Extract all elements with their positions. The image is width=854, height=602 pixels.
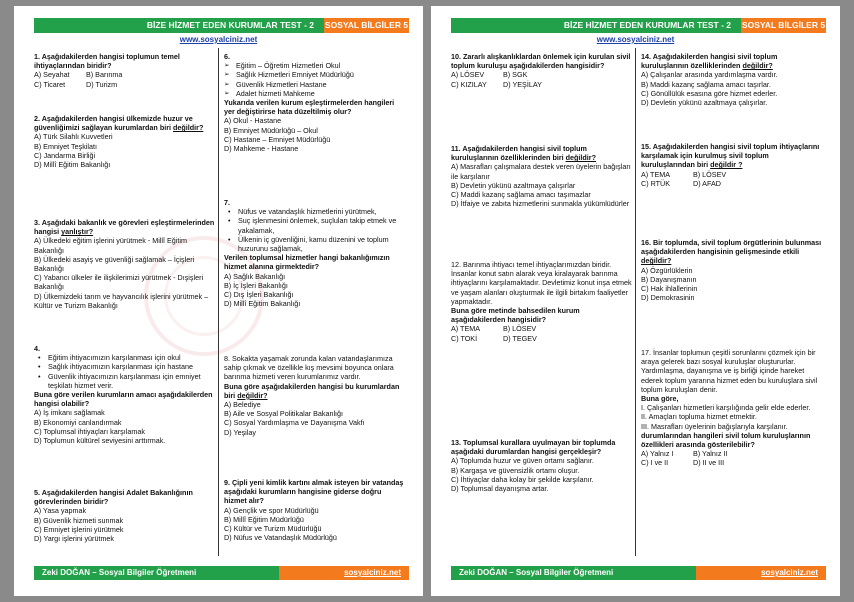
match-list [224, 61, 406, 98]
option-b[interactable]: B) Devletin yükünü azaltmaya çalışırlar [451, 180, 576, 190]
question-text: 12. Barınma ihtiyacı temel ihtiyaçlarımızdan biridir. İnsanlar konut satın alarak veya kiralayarak barınma ihtiyaçlarını karşılamaktadır. Devletimiz konut inşa etmek ve yaşam alanları oluşturmak ile ilgili birtakım faaliyetler yapmaktadır. [451, 260, 632, 306]
statement-item: • Eğitim ihtiyacımızın karşılanması için okul [34, 353, 216, 362]
question-text: 14. Aşağıdakilerden hangisi sivil toplum kuruluşlarının özelliklerinden [641, 52, 778, 71]
question-8 [224, 354, 406, 437]
option-d[interactable]: D) Toplumun kültürel seviyesini arttırmak. [34, 436, 166, 446]
option-a[interactable]: A) Toplumda huzur ve güven ortamı sağlanır. [451, 456, 594, 466]
option-c[interactable]: C) Hastane – Emniyet Müdürlüğü [224, 134, 331, 144]
negative-word: değildir? [565, 153, 596, 163]
option-a[interactable]: A) Çalışanlar arasında yardımlaşma vardır. [641, 70, 778, 80]
option-a[interactable]: A) Sağlık Bakanlığı [224, 271, 286, 281]
statement-item: • Ülkenin iç güvenliğini, kamu düzenini ve toplum huzurunu sağlamak, [224, 235, 406, 253]
question-text: 3. Aşağıdaki bakanlık ve görevleri eşleştirmelerinden hangisi [34, 218, 215, 237]
subject-label: SOSYAL BİLGİLER 5 [741, 18, 826, 33]
option-b[interactable]: B) Maddi kazanç sağlama amacı taşırlar. [641, 79, 771, 89]
option-c[interactable]: C) Emniyet işlerini yürütmek [34, 524, 124, 534]
negative-word: değildir? [237, 390, 268, 400]
footer-website-link[interactable]: sosyalciniz.net [696, 566, 826, 580]
option-d[interactable]: D) Yeşilay [224, 427, 256, 437]
option-c[interactable]: C) I ve II [641, 458, 669, 468]
match-item: ➢ Güvenlik Hizmetleri Hastane [224, 80, 406, 89]
question-text: 8. Sokakta yaşamak zorunda kalan vatandaşlarımıza sahip çıkmak ve özellikle kış mevsimi boyunca onlara barınma hizmeti veren kurumlarımız vardır. [224, 354, 394, 382]
option-a[interactable]: A) İş imkanı sağlamak [34, 408, 105, 418]
negative-word: değildir ? [710, 160, 743, 170]
option-d[interactable]: D) Demokrasinin [641, 293, 695, 303]
subject-label: SOSYAL BİLGİLER 5 [324, 18, 409, 33]
option-d[interactable]: D) II ve III [693, 458, 725, 468]
option-c[interactable]: C) TOKİ [451, 333, 478, 343]
option-c[interactable]: C) RTÜK [641, 178, 671, 188]
question-5 [34, 488, 216, 543]
question-text: 16. Bir toplumda, sivil toplum örgütlerinin bulunması aşağıdakilerden hangisinin gelişmesinde etkili [641, 238, 822, 257]
option-a[interactable]: A) Belediye [224, 400, 261, 410]
option-a[interactable]: A) Seyahat [34, 70, 70, 80]
match-item: ➢ Sağlık Hizmetleri Emniyet Müdürlüğü [224, 70, 406, 79]
option-c[interactable]: C) Sosyal Yardımlaşma ve Dayanışma Vakfı [224, 418, 365, 428]
option-b[interactable]: B) Kargaşa ve güvensizlik ortamı oluşur. [451, 465, 580, 475]
statement-item: II. Amaçları topluma hizmet etmektir. [641, 412, 757, 422]
question-13 [451, 438, 633, 493]
statement-list [34, 353, 216, 390]
option-c[interactable]: C) Jandarma Birliği [34, 150, 96, 160]
website-link[interactable]: www.sosyalciniz.net [179, 35, 258, 44]
question-text: 15. Aşağıdakilerden hangisi sivil toplum ihtiyaçlarını karşılamak için kurulmuş sivil toplum kuruluşlarından biri [641, 142, 820, 170]
statement-item: III. Masrafları üyelerinin bağışlarıyla karşılanır. [641, 421, 788, 431]
question-text: 11. Aşağıdakilerden hangisi sivil toplum kuruluşlarının özelliklerinden biri [451, 144, 587, 163]
question-number: 7. [224, 198, 230, 207]
option-b[interactable]: B) İç İşleri Bakanlığı [224, 280, 288, 290]
option-b[interactable]: B) Emniyet Müdürlüğü – Okul [224, 125, 318, 135]
option-c[interactable]: C) KIZILAY [451, 79, 487, 89]
negative-word: yanlıştır? [61, 227, 94, 237]
option-b[interactable]: B) LÖSEV [693, 169, 727, 179]
question-11 [451, 144, 633, 208]
match-item: ➢ Eğitim – Öğretim Hizmetleri Okul [224, 61, 406, 70]
question-6 [224, 52, 406, 153]
page-left [14, 6, 423, 596]
question-lead: Buna göre, [641, 394, 679, 404]
statement-item: • Güvenlik ihtiyacımızın karşılanması için emniyet teşkilatı hizmet verir. [34, 372, 216, 390]
option-a[interactable]: A) Yasa yapmak [34, 506, 87, 516]
option-a[interactable]: A) Gençlik ve spor Müdürlüğü [224, 505, 319, 515]
question-text: Buna göre verilen kurumların amacı aşağıdakilerden hangisi olabilir? [34, 390, 213, 409]
statement-item: I. Çalışanları hizmetleri karşılığında gelir elde ederler. [641, 403, 811, 413]
option-b[interactable]: B) Emniyet Teşkilatı [34, 141, 97, 151]
option-c[interactable]: C) Toplumsal ihtiyaçları karşılamak [34, 426, 145, 436]
page-footer [451, 566, 826, 580]
question-prompt: durumlarından hangileri sivil tolum kuruluşlarının özellikleri arasında gösterilebilir? [641, 430, 811, 450]
option-d[interactable]: D) Millî Eğitim Bakanlığı [34, 160, 111, 170]
question-prompt: Buna göre aşağıdakilerden hangisi bu kurumlardan biri [224, 381, 400, 400]
negative-word: değildir? [173, 123, 204, 133]
author-label: Zeki DOĞAN – Sosyal Bilgiler Öğretmeni [451, 566, 696, 580]
question-text: 13. Toplumsal kurallara uyulmayan bir toplumda aşağıdaki durumlardan hangisi gerçekleşir? [451, 438, 616, 457]
question-1 [34, 52, 216, 89]
negative-word: değildir? [641, 256, 672, 266]
option-d[interactable]: D) Ülkemizdeki tarım ve hayvancılık işlerini yürütmek – Kültür ve Turizm Bakanlığı [34, 291, 209, 310]
question-text: 17. İnsanlar toplumun çeşitli sorunlarını çözmek için bir araya gelerek bazı sosyal kuruluşlar oluştururlar. Yardımlaşma, dayanışma ve iş birliği içinde hareket ederek toplum yararına hizmet eden bu kuruluşlara sivil toplum kuruluşları denir. [641, 348, 818, 394]
option-c[interactable]: C) Hak ihlallerinin [641, 284, 698, 294]
option-b[interactable]: B) Ülkedeki asayiş ve güvenliği sağlamak – İçişleri Bakanlığı [34, 254, 195, 274]
option-a[interactable]: A) Türk Silahlı Kuvvetleri [34, 132, 113, 142]
option-b[interactable]: B) Barınma [86, 70, 123, 80]
option-c[interactable]: C) Kültür ve Turizm Müdürlüğü [224, 524, 322, 534]
question-9 [224, 478, 406, 542]
option-d[interactable]: D) Yargı işlerini yürütmek [34, 534, 115, 544]
option-c[interactable]: C) Ticaret [34, 79, 66, 89]
match-item: ➢ Adalet hizmeti Mahkeme [224, 89, 406, 98]
option-b[interactable]: B) SGK [503, 70, 528, 80]
option-b[interactable]: B) Güvenlik hizmeti sunmak [34, 515, 124, 525]
page-footer [34, 566, 409, 580]
option-a[interactable]: A) TEMA [641, 169, 671, 179]
page-header [451, 18, 826, 33]
test-title: BİZE HİZMET EDEN KURUMLAR TEST - 2 [451, 18, 741, 33]
question-number: 6. [224, 52, 230, 61]
option-b[interactable]: B) Aile ve Sosyal Politikalar Bakanlığı [224, 409, 344, 419]
statement-item: • Sağlık ihtiyacımızın karşılanması için hastane [34, 362, 216, 371]
question-text: Yukarıda verilen kurum eşleştirmelerden hangileri yer değiştirirse hata düzeltilmiş olur? [224, 98, 395, 117]
page-header [34, 18, 409, 33]
option-c[interactable]: C) Yabancı ülkeler ile ilişkilerimizi yürütmek - Dışişleri Bakanlığı [34, 273, 204, 292]
question-10 [451, 52, 633, 89]
option-a[interactable]: A) Ülkedeki eğitim işlerini yürütmek - Millî Eğitim Bakanlığı [34, 236, 187, 255]
question-prompt: Buna göre metinde bahsedilen kurum aşağıdakilerden hangisidir? [451, 306, 580, 325]
option-d[interactable]: D) AFAD [693, 178, 721, 188]
statement-item: • Suç işlenmesini önlemek, suçluları takip etmek ve yakalamak, [224, 216, 406, 234]
option-b[interactable]: B) Millî Eğitim Müdürlüğü [224, 514, 304, 524]
option-d[interactable]: D) TEGEV [503, 333, 537, 343]
question-text: 1. Aşağıdakilerden hangisi toplumun temel ihtiyaçlarından biridir? [34, 52, 180, 71]
option-d[interactable]: D) Devletin yükünü azaltmaya çalışırlar. [641, 98, 768, 108]
question-text: 2. Aşağıdakilerden hangisi ülkemizde huzur ve güvenliğimizi sağlayan kurumlardan biri [34, 114, 193, 133]
page-right [431, 6, 840, 596]
question-2 [34, 114, 216, 169]
option-d[interactable]: D) Mahkeme - Hastane [224, 144, 299, 154]
option-c[interactable]: C) Maddi kazanç sağlama amacı taşımazlar [451, 190, 591, 200]
option-d[interactable]: D) YEŞİLAY [503, 79, 542, 89]
option-d[interactable]: D) Millî Eğitim Bakanlığı [224, 299, 301, 309]
option-b[interactable]: B) Dayanışmanın [641, 274, 697, 284]
question-text: Verilen toplumsal hizmetler hangi bakanlığımızın hizmet alanına girmektedir? [224, 253, 390, 272]
question-17 [641, 348, 823, 468]
option-d[interactable]: D) Nüfus ve Vatandaşlık Müdürlüğü [224, 533, 337, 543]
website-link[interactable]: www.sosyalciniz.net [596, 35, 675, 44]
option-a[interactable]: A) Yalnız I [641, 449, 674, 459]
option-a[interactable]: A) LÖSEV [451, 70, 485, 80]
option-a[interactable]: A) Masrafları çalışmalara destek veren üyelerin bağışları ile karşılanır [451, 162, 631, 181]
column-divider [635, 48, 636, 556]
statement-item: • Nüfus ve vatandaşlık hizmetlerini yürütmek, [224, 207, 406, 216]
test-title: BİZE HİZMET EDEN KURUMLAR TEST - 2 [34, 18, 324, 33]
negative-word: değildir? [742, 61, 773, 71]
question-16 [641, 238, 823, 302]
option-d[interactable]: D) İtfaiye ve zabıta hizmetlerini sunmakla yükümlüdürler [451, 199, 630, 209]
option-b[interactable]: B) Yalnız II [693, 449, 728, 459]
option-c[interactable]: C) Gönüllülük esasına göre hizmet ederler. [641, 88, 778, 98]
option-a[interactable]: A) TEMA [451, 324, 481, 334]
option-d[interactable]: D) Turizm [86, 79, 118, 89]
question-15 [641, 142, 823, 188]
author-label: Zeki DOĞAN – Sosyal Bilgiler Öğretmeni [34, 566, 279, 580]
question-3 [34, 218, 216, 310]
option-c[interactable]: C) İhtiyaçlar daha kolay bir şekilde karşılanır. [451, 474, 594, 484]
question-7 [224, 198, 406, 308]
option-b[interactable]: B) LÖSEV [503, 324, 537, 334]
question-14 [641, 52, 823, 107]
question-text: 5. Aşağıdakilerden hangisi Adalet Bakanlığının görevlerinden biridir? [34, 488, 193, 507]
option-a[interactable]: A) Okul - Hastane [224, 116, 282, 126]
option-b[interactable]: B) Ekonomiyi canlandırmak [34, 417, 122, 427]
question-number: 4. [34, 344, 40, 353]
statement-list [224, 207, 406, 253]
question-12 [451, 260, 633, 343]
question-text: 9. Çipli yeni kimlik kartını almak isteyen bir vatandaş aşağıdaki kurumların hangisine giderse doğru hizmet alır? [224, 478, 404, 506]
footer-website-link[interactable]: sosyalciniz.net [279, 566, 409, 580]
question-4 [34, 344, 216, 445]
question-text: 10. Zararlı alışkanlıklardan önlemek için kurulan sivil toplum kuruluşu aşağıdakilerden hangisidir? [451, 52, 631, 71]
option-c[interactable]: C) Dış İşleri Bakanlığı [224, 290, 294, 300]
option-a[interactable]: A) Özgürlüklerin [641, 265, 693, 275]
option-d[interactable]: D) Toplumsal dayanışma artar. [451, 484, 549, 494]
